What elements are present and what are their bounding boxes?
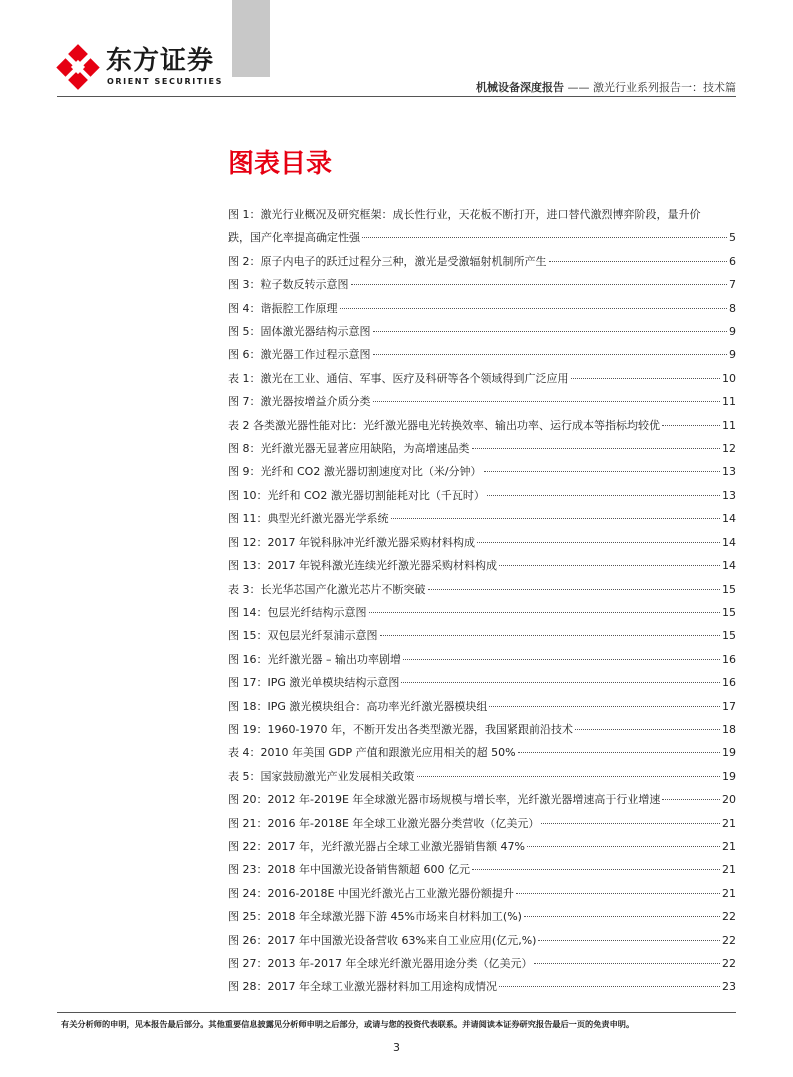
toc-entry-page: 10	[722, 371, 736, 385]
toc-leader-dots	[534, 963, 720, 964]
toc-leader-dots	[373, 331, 728, 332]
toc-entry-page: 20	[722, 793, 736, 807]
toc-entry-page: 19	[722, 769, 736, 783]
toc-entry-text: 图 7：激光器按增益介质分类	[228, 395, 371, 409]
report-series: 激光行业系列报告一：技术篇	[593, 81, 736, 94]
toc-entry[interactable]	[228, 273, 736, 296]
toc-leader-dots	[380, 635, 721, 636]
toc-entry[interactable]	[228, 718, 736, 741]
toc-entry[interactable]	[228, 858, 736, 881]
toc-leader-dots	[472, 869, 720, 870]
toc-entry[interactable]	[228, 671, 736, 694]
toc-leader-dots	[373, 354, 728, 355]
toc-leader-dots	[487, 495, 720, 496]
toc-entry-text: 图 18：IPG 激光模块组合：高功率光纤激光器模块组	[228, 699, 488, 713]
toc-entry-page: 11	[722, 418, 736, 432]
toc-title: 图表目录	[228, 149, 333, 179]
toc-leader-dots	[401, 682, 720, 683]
logo-chinese-name: 东方证券	[106, 46, 215, 76]
toc-entry[interactable]	[228, 624, 736, 647]
toc-entry-text: 图 5：固体激光器结构示意图	[228, 325, 371, 339]
toc-entry[interactable]	[228, 343, 736, 366]
toc-entry-page: 23	[722, 980, 736, 994]
toc-entry-page: 8	[729, 301, 736, 315]
toc-leader-dots	[549, 261, 728, 262]
toc-entry-page: 22	[722, 910, 736, 924]
toc-leader-dots	[472, 448, 721, 449]
toc-leader-dots	[373, 401, 721, 402]
toc-leader-dots	[499, 986, 720, 987]
header-separator: ——	[564, 81, 593, 94]
toc-entry-text: 图 24：2016-2018E 中国光纤激光占工业激光器份额提升	[228, 886, 514, 900]
header-divider	[57, 96, 736, 97]
toc-entry-text: 图 13：2017 年锐科激光连续光纤激光器采购材料构成	[228, 559, 497, 573]
toc-entry[interactable]	[228, 765, 736, 788]
toc-entry-text: 图 27：2013 年-2017 年全球光纤激光器用途分类（亿美元）	[228, 957, 533, 970]
toc-entry[interactable]	[228, 929, 736, 952]
toc-entry-page: 17	[722, 699, 736, 713]
toc-leader-dots	[516, 893, 720, 894]
toc-leader-dots	[484, 471, 720, 472]
toc-entry[interactable]	[228, 835, 736, 858]
toc-entry-page: 21	[722, 816, 736, 830]
toc-entry[interactable]	[228, 460, 736, 483]
toc-leader-dots	[391, 518, 721, 519]
toc-entry-text: 图 9：光纤和 CO2 激光器切割速度对比（米/分钟）	[228, 465, 482, 479]
toc-entry[interactable]	[228, 952, 736, 975]
toc-entry[interactable]	[228, 648, 736, 671]
logo-english-name: ORIENT SECURITIES	[107, 77, 223, 86]
toc-leader-dots	[351, 284, 728, 285]
toc-entry-text: 图 11：典型光纤激光器光学系统	[228, 512, 389, 526]
toc-leader-dots	[575, 729, 720, 730]
toc-entry-text: 图 6：激光器工作过程示意图	[228, 348, 371, 362]
toc-entry-text: 图 23：2018 年中国激光设备销售额超 600 亿元	[228, 863, 470, 877]
toc-entry-text: 图 20：2012 年-2019E 年全球激光器市场规模与增长率，光纤激光器增速高于行业增速	[228, 793, 661, 807]
toc-entry-text: 表 1：激光在工业、通信、军事、医疗及科研等各个领域得到广泛应用	[228, 371, 569, 385]
toc-leader-dots	[518, 752, 720, 753]
toc-entry[interactable]	[228, 882, 736, 905]
toc-entry-page: 5	[729, 231, 736, 245]
toc-leader-dots	[538, 940, 720, 941]
toc-entry-text: 图 15：双包层光纤泵浦示意图	[228, 629, 378, 643]
toc-entry-text: 图 16：光纤激光器 – 输出功率剧增	[228, 652, 401, 666]
toc-entry[interactable]	[228, 203, 736, 250]
toc-entry[interactable]	[228, 367, 736, 390]
toc-entry[interactable]	[228, 531, 736, 554]
toc-leader-dots	[541, 823, 720, 824]
toc-entry-text: 图 17：IPG 激光单模块结构示意图	[228, 676, 400, 690]
toc-entry[interactable]	[228, 975, 736, 998]
toc-entry-page: 14	[722, 512, 736, 526]
toc-entry-page: 21	[722, 863, 736, 877]
toc-entry-text: 图 19：1960-1970 年，不断开发出各类型激光器，我国紧跟前沿技术	[228, 722, 573, 736]
toc-entry-text: 图 8：光纤激光器无显著应用缺陷，为高增速品类	[228, 442, 470, 456]
toc-entry-text: 图 22：2017 年，光纤激光器占全球工业激光器销售额 47%	[228, 839, 525, 853]
toc-entry[interactable]	[228, 297, 736, 320]
toc-leader-dots	[369, 612, 721, 613]
toc-entry-text: 图 2：原子内电子的跃迁过程分三种，激光是受激辐射机制所产生	[228, 254, 547, 268]
toc-entry[interactable]	[228, 601, 736, 624]
toc-leader-dots	[489, 706, 720, 707]
footer-divider	[57, 1012, 736, 1013]
page-number: 3	[393, 1041, 400, 1054]
toc-entry-text: 表 3：长光华芯国产化激光芯片不断突破	[228, 582, 426, 596]
report-type: 机械设备深度报告	[476, 81, 564, 94]
toc-entry[interactable]	[228, 507, 736, 530]
toc-entry[interactable]	[228, 554, 736, 577]
footer-disclaimer: 有关分析师的申明，见本报告最后部分。其他重要信息披露见分析师申明之后部分，或请与您的投资代表联系。并请阅读本证券研究报告最后一页的免责申明。	[61, 1019, 635, 1029]
toc-leader-dots	[362, 237, 727, 238]
toc-entry[interactable]	[228, 484, 736, 507]
toc-entry-page: 6	[729, 254, 736, 268]
toc-entry-page: 9	[729, 348, 736, 362]
toc-entry-text-line2: 跌，国产化率提高确定性强	[228, 231, 360, 245]
toc-leader-dots	[662, 425, 720, 426]
toc-entry-page: 15	[722, 629, 736, 643]
toc-leader-dots	[571, 378, 721, 379]
toc-leader-dots	[499, 565, 720, 566]
toc-leader-dots	[524, 916, 720, 917]
toc-entry[interactable]	[228, 695, 736, 718]
toc-entry-page: 11	[722, 395, 736, 409]
toc-leader-dots	[428, 589, 721, 590]
toc-leader-dots	[417, 776, 721, 777]
toc-entry-page: 15	[722, 582, 736, 596]
toc-entry-page: 19	[722, 746, 736, 760]
toc-entry-page: 14	[722, 559, 736, 573]
toc-leader-dots	[662, 799, 720, 800]
toc-entry-page: 22	[722, 957, 736, 970]
toc-entry-text: 图 4：谐振腔工作原理	[228, 301, 338, 315]
toc-entry-page: 13	[722, 488, 736, 502]
header-report-info	[476, 81, 736, 94]
toc-entry-page: 16	[722, 676, 736, 690]
toc-entry[interactable]	[228, 905, 736, 928]
toc-entry-page: 15	[722, 605, 736, 619]
toc-leader-dots	[527, 846, 720, 847]
logo-mark-icon	[56, 44, 102, 90]
toc-entry-page: 22	[722, 933, 736, 947]
toc-leader-dots	[403, 659, 720, 660]
toc-entry-text: 表 5：国家鼓励激光产业发展相关政策	[228, 769, 415, 783]
toc-entry-text: 表 4：2010 年美国 GDP 产值和跟激光应用相关的超 50%	[228, 746, 516, 760]
toc-leader-dots	[340, 308, 728, 309]
toc-entry-text: 图 21：2016 年-2018E 年全球工业激光器分类营收（亿美元）	[228, 816, 540, 830]
company-logo	[56, 44, 226, 90]
toc-entry-text: 图 10：光纤和 CO2 激光器切割能耗对比（千瓦时）	[228, 488, 485, 502]
toc-entry-text-line1: 图 1：激光行业概况及研究框架：成长性行业，天花板不断打开，进口替代激烈博弈阶段，量升价	[228, 208, 701, 221]
toc-entry-text: 图 28：2017 年全球工业激光器材料加工用途构成情况	[228, 980, 497, 994]
toc-entry-page: 18	[722, 722, 736, 736]
toc-entry[interactable]	[228, 320, 736, 343]
toc-entry[interactable]	[228, 390, 736, 413]
toc-entry-page: 21	[722, 886, 736, 900]
toc-entry-page: 16	[722, 652, 736, 666]
toc-entry[interactable]	[228, 437, 736, 460]
toc-entry-text: 表 2 各类激光器性能对比：光纤激光器电光转换效率、输出功率、运行成本等指标均较优	[228, 418, 660, 432]
toc-entry-page: 7	[729, 278, 736, 292]
toc-entry[interactable]	[228, 741, 736, 764]
toc-entry[interactable]	[228, 250, 736, 273]
toc-entry[interactable]	[228, 788, 736, 811]
toc-entry-text: 图 3：粒子数反转示意图	[228, 278, 349, 292]
toc-entry[interactable]	[228, 812, 736, 835]
toc-entry-page: 9	[729, 325, 736, 339]
toc-entry[interactable]	[228, 414, 736, 437]
toc-entry-page: 21	[722, 839, 736, 853]
toc-entry-text: 图 12：2017 年锐科脉冲光纤激光器采购材料构成	[228, 535, 475, 549]
toc-entry-page: 14	[722, 535, 736, 549]
table-of-figures	[228, 203, 736, 999]
toc-entry[interactable]	[228, 578, 736, 601]
toc-leader-dots	[477, 542, 720, 543]
toc-entry-page: 12	[722, 442, 736, 456]
toc-entry-page: 13	[722, 465, 736, 479]
toc-entry-text: 图 14：包层光纤结构示意图	[228, 605, 367, 619]
header-gray-bar	[232, 0, 270, 77]
toc-entry-text: 图 25：2018 年全球激光器下游 45%市场来自材料加工(%)	[228, 910, 522, 924]
toc-entry-text: 图 26：2017 年中国激光设备营收 63%来自工业应用(亿元,%)	[228, 933, 537, 947]
